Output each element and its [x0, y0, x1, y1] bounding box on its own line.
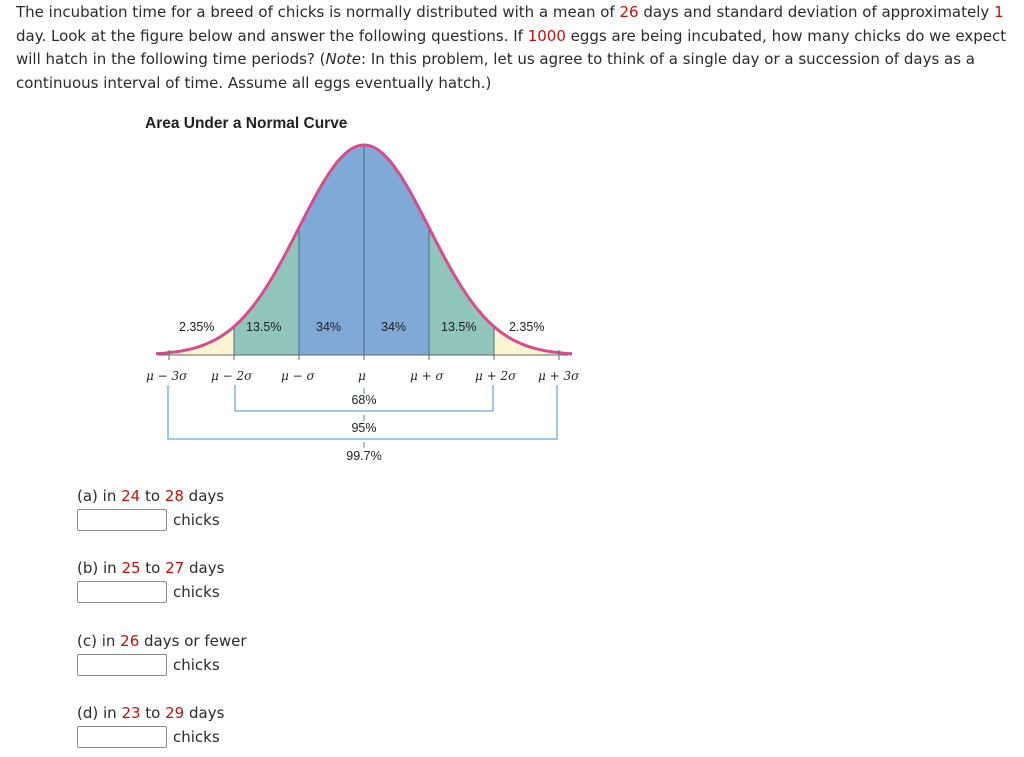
sd-value: 1	[994, 3, 1004, 21]
days-value: 26	[120, 632, 140, 650]
problem-text: days and standard deviation of approximately	[638, 3, 995, 21]
axis-label: μ + σ	[410, 369, 444, 383]
region-label: 34%	[316, 320, 342, 334]
axis-label: μ − 3σ	[146, 369, 188, 383]
axis-label: μ − 2σ	[211, 369, 253, 383]
question-text: (a) in 24 to 28 days	[77, 487, 225, 505]
unit-label: chicks	[173, 656, 220, 674]
unit-label: chicks	[173, 583, 220, 601]
question-text: (d) in 23 to 29 days	[77, 704, 225, 722]
answer-input-c[interactable]	[77, 654, 167, 676]
bracket-label-95: 95%	[351, 421, 377, 435]
axis-label: μ + 3σ	[538, 369, 580, 383]
unit-label: chicks	[173, 728, 220, 746]
normal-curve-figure	[140, 112, 600, 472]
question-b	[77, 558, 224, 603]
axis-label: μ	[358, 369, 366, 383]
region-label: 13.5%	[441, 320, 477, 334]
answer-input-a[interactable]	[77, 509, 167, 531]
question-text: (c) in 26 days or fewer	[77, 632, 247, 650]
days-end: 27	[165, 559, 185, 577]
axis-labels	[146, 369, 580, 383]
bracket-label-68: 68%	[351, 393, 377, 407]
normal-curve-svg	[140, 112, 600, 472]
days-start: 25	[121, 559, 141, 577]
question-text: (b) in 25 to 27 days	[77, 559, 225, 577]
question-a	[77, 486, 224, 531]
region-label: 2.35%	[509, 320, 545, 334]
question-d	[77, 703, 224, 748]
mean-value: 26	[619, 3, 639, 21]
region-label: 34%	[381, 320, 407, 334]
problem-text: The incubation time for a breed of chicks is normally distributed with a mean of	[16, 3, 620, 21]
axis-label: μ − σ	[281, 369, 315, 383]
figure-title: Area Under a Normal Curve	[145, 115, 348, 132]
answer-input-b[interactable]	[77, 581, 167, 603]
problem-text: day. Look at the figure below and answer the following questions. If	[16, 26, 528, 45]
note-label: Note	[325, 50, 362, 68]
region-label: 13.5%	[246, 320, 282, 334]
bracket-label-99-7: 99.7%	[346, 449, 382, 463]
region-label: 2.35%	[179, 320, 215, 334]
question-c	[77, 631, 247, 676]
problem-text: : In this problem, let us agree to think of a single day or a succession of days as a continuous interval of time. Assume all eggs eventually hatch.)	[16, 50, 975, 92]
days-end: 29	[165, 704, 185, 722]
eggs-value: 1000	[527, 26, 566, 45]
unit-label: chicks	[173, 511, 220, 529]
answer-input-d[interactable]	[77, 726, 167, 748]
days-start: 24	[121, 487, 141, 505]
problem-statement	[16, 1, 1018, 95]
axis-label: μ + 2σ	[475, 369, 517, 383]
days-start: 23	[121, 704, 141, 722]
problem-text: eggs are being incubated, how many chicks do we expect will hatch in the following time periods? (	[16, 26, 1007, 68]
days-end: 28	[164, 487, 184, 505]
